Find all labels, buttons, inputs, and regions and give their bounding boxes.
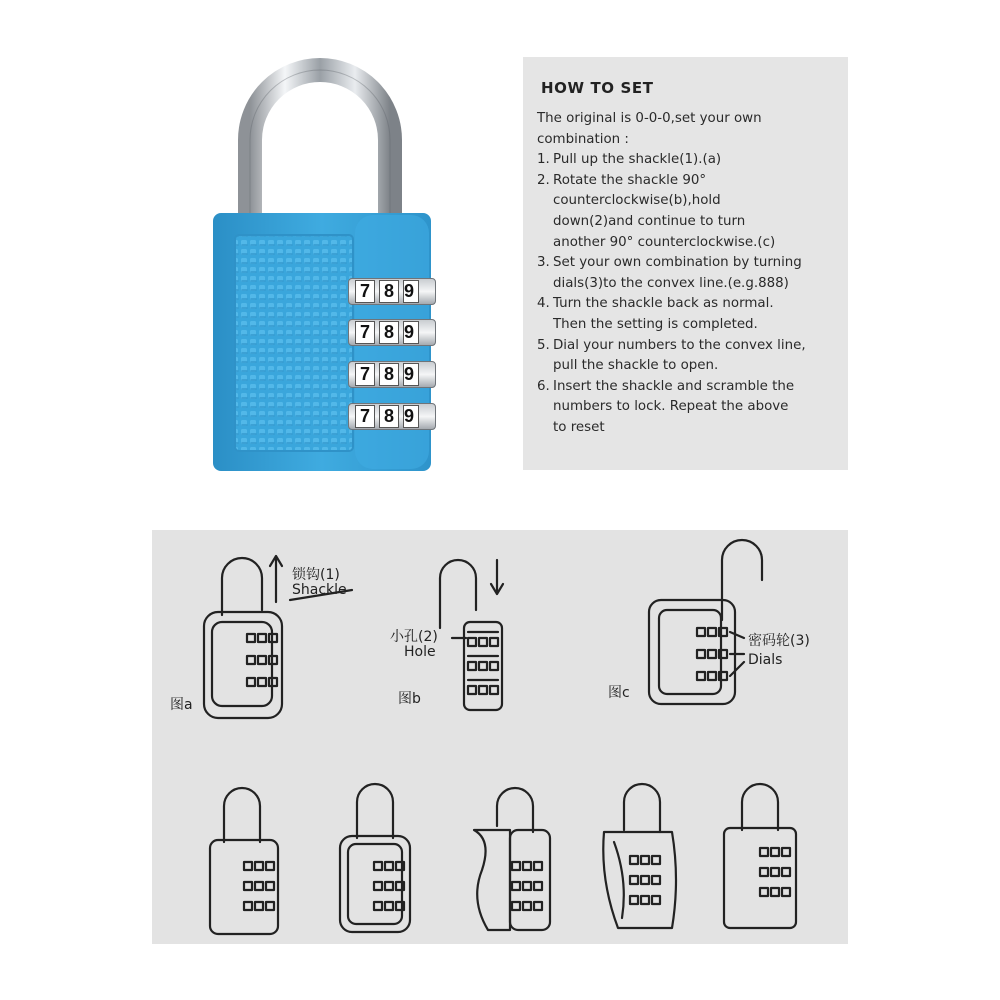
fig-c-label: 图c [608,685,630,701]
diagram-panel [152,530,848,944]
lock-variant-2 [340,784,410,932]
intro-line: The original is 0-0-0,set your own [537,111,762,126]
step-number: 2. [537,172,550,188]
step-line: to reset [553,419,605,435]
step-number: 4. [537,296,550,312]
diagram-drawings [152,530,848,944]
fig-b-label: 图b [398,691,421,707]
dial-digit: 9 [403,405,419,428]
shackle [250,70,390,215]
step-line: Pull up the shackle(1).(a) [553,152,722,168]
step-line: Insert the shackle and scramble the [553,378,795,394]
fig-a-shackle-en: Shackle [292,582,347,598]
fig-b-drawing [440,560,503,710]
step-line: numbers to lock. Repeat the above [553,399,789,415]
step-line: Rotate the shackle 90° [553,172,707,188]
fig-b-hole-en: Hole [404,644,436,660]
lock-variant-1 [210,788,278,934]
dial-digit: 7 [355,363,375,386]
step-line: Set your own combination by turning [553,255,802,271]
step-number: 6. [537,378,550,394]
fig-a-shackle-cn: 锁钩(1) [292,567,340,583]
instructions-title: HOW TO SET [541,79,654,97]
fig-c-dials-cn: 密码轮(3) [748,633,810,649]
lock-variant-3 [474,788,550,930]
step-number: 1. [537,152,550,168]
dial-digit: 7 [355,405,375,428]
instructions-intro [537,109,834,150]
dial-digit: 9 [403,363,419,386]
step-line: Dial your numbers to the convex line, [553,337,806,353]
fig-a-label: 图a [170,697,193,713]
dial-digit: 9 [403,321,419,344]
step-item [537,253,834,294]
step-item [537,171,834,253]
lock-variant-4 [603,784,676,928]
dial-row[interactable] [348,319,436,346]
step-item [537,150,834,171]
dial-digit: 9 [403,280,419,303]
dial-digit: 7 [355,280,375,303]
dial-row[interactable] [348,278,436,305]
fig-c-dials-en: Dials [748,652,783,668]
step-item [537,336,834,377]
step-line: dials(3)to the convex line.(e.g.888) [553,275,789,291]
dial-digit: 8 [379,280,399,303]
fig-c-drawing [649,540,762,704]
dial-row[interactable] [348,403,436,430]
step-line: pull the shackle to open. [553,358,719,374]
dial-stack [348,278,438,438]
dial-digit: 8 [379,321,399,344]
step-line: Then the setting is completed. [553,316,758,332]
step-line: counterclockwise(b),hold [553,193,721,209]
step-number: 3. [537,255,550,271]
step-item [537,294,834,335]
dial-row[interactable] [348,361,436,388]
step-item [537,377,834,439]
dial-digit: 7 [355,321,375,344]
dial-digit: 8 [379,405,399,428]
step-line: another 90° counterclockwise.(c) [553,234,776,250]
step-number: 5. [537,337,550,353]
step-line: down(2)and continue to turn [553,213,746,229]
intro-line: combination : [537,131,629,147]
instructions-card [523,57,848,470]
step-line: Turn the shackle back as normal. [553,296,774,312]
lock-variant-5 [724,784,796,928]
fig-b-hole-cn: 小孔(2) [390,629,438,645]
dial-digit: 8 [379,363,399,386]
instructions-steps [537,150,834,438]
